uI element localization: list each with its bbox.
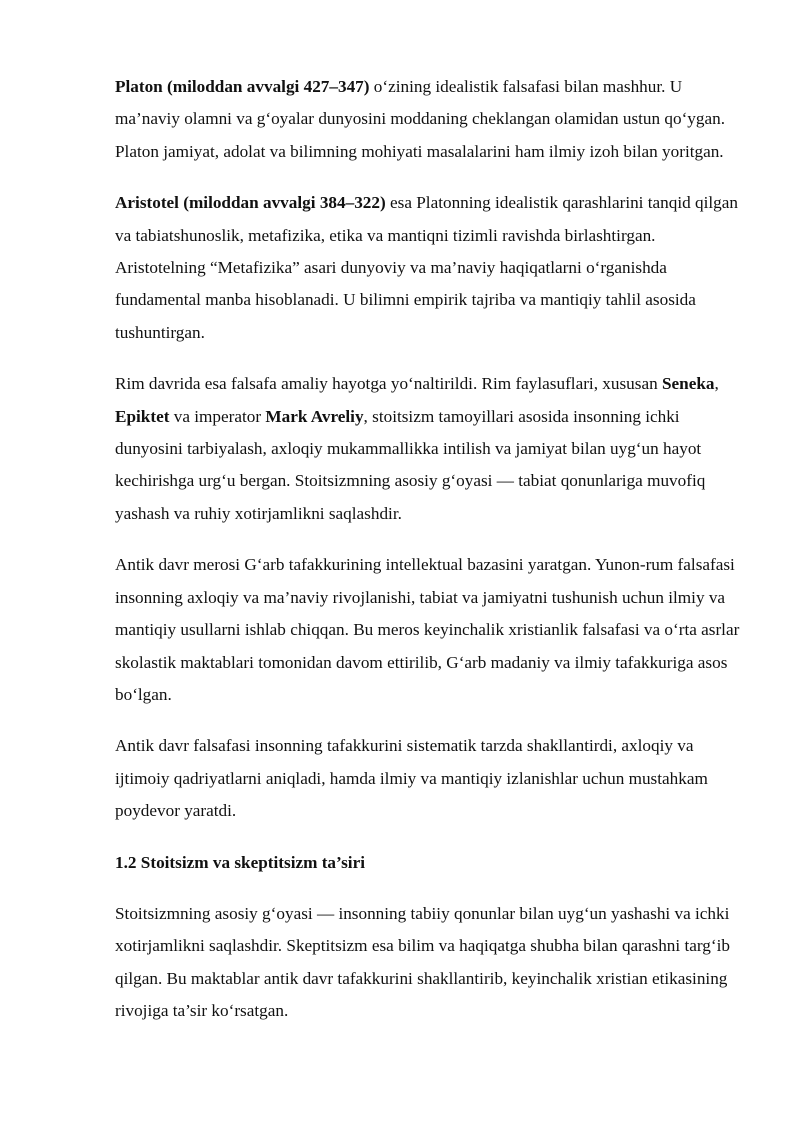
paragraph-platon xyxy=(115,71,742,168)
seneka-name: Seneka xyxy=(661,374,715,394)
paragraph-rim xyxy=(115,368,742,530)
paragraph-stoitsizm xyxy=(115,898,742,1028)
rim-text-4: , stoitsizm tamoyillari asosida insonning ichki dunyosini tarbiyalash, axloqiy mukammallikka intilish va jamiyat bilan uyg‘un hayot kechirishga urg‘u bergan. Stoitsizmning asosiy g‘oyasi — tabiat qonunlariga muvofiq yashash va ruhiy xotirjamlikni saqlashdir. xyxy=(115,406,706,523)
antik-falsafa-text: Antik davr falsafasi insonning tafakkurini sistematik tarzda shakllantirdi, axloqiy va ijtimoiy qadriyatlarni aniqladi, hamda ilmiy va mantiqiy izlanishlar uchun mustahkam poydevor yaratdi. xyxy=(115,736,708,821)
rim-text-2: , xyxy=(714,374,719,394)
platon-title: Platon (miloddan avvalgi 427–347) xyxy=(115,77,370,96)
platon-text: o‘zining idealistik falsafasi bilan mashhur. U ma’naviy olamni va g‘oyalar dunyosini moddaning cheklangan olamidan ustun qo‘ygan. Platon jamiyat, adolat va bilimning mohiyati masalalarini ham ilmiy izoh bilan yoritgan. xyxy=(115,77,726,161)
antik-meros-text: Antik davr merosi G‘arb tafakkurining intellektual bazasini yaratgan. Yunon-rum falsafasi insonning axloqiy va ma’naviy rivojlanishi, tabiat va jamiyatni tushunish uchun ilmiy va mantiqiy usullarni ishlab chiqqan. Bu meros keyinchalik xristianlik falsafasi va o‘rta asrlar skolastik maktablari tomonidan davom ettirilib, G‘arb madaniy va ilmiy tafakkuriga asos bo‘lgan. xyxy=(115,555,740,704)
paragraph-aristotel xyxy=(115,187,742,349)
mark-avreliy-name: Mark Avreliy xyxy=(265,406,364,426)
section-heading: 1.2 Stoitsizm va skeptitsizm ta’siri xyxy=(115,852,365,872)
epiktet-name: Epiktet xyxy=(115,406,170,426)
rim-text-3: va imperator xyxy=(169,406,266,426)
stoitsizm-text: Stoitsizmning asosiy g‘oyasi — insonning tabiiy qonunlar bilan uyg‘un yashashi va ichki xotirjamlikni saqlashdir. Skeptitsizm esa bilim va haqiqatga shubha bilan qarashni targ‘ib qilgan. Bu maktablar antik davr tafakkurini shakllantirib, keyinchalik xristian etikasining rivojiga ta’sir ko‘rsatgan. xyxy=(115,903,730,1021)
rim-text-1: Rim davrida esa falsafa amaliy hayotga yo‘naltirildi. Rim faylasuflari, xususan xyxy=(115,374,662,394)
aristotel-text: esa Platonning idealistik qarashlarini tanqid qilgan va tabiatshunoslik, metafizika, etika va mantiqni tizimli ravishda birlashtirgan. Aristotelning “Metafizika” asari dunyoviy va ma’naviy haqiqatlarni o‘rganishda fundamental manba hisoblanadi. U bilimni empirik tajriba va mantiqiy tahlil asosida tushuntirgan. xyxy=(115,193,738,342)
paragraph-antik-falsafa xyxy=(115,730,742,827)
paragraph-antik-meros xyxy=(115,549,742,711)
aristotel-title: Aristotel (miloddan avvalgi 384–322) xyxy=(115,193,386,213)
